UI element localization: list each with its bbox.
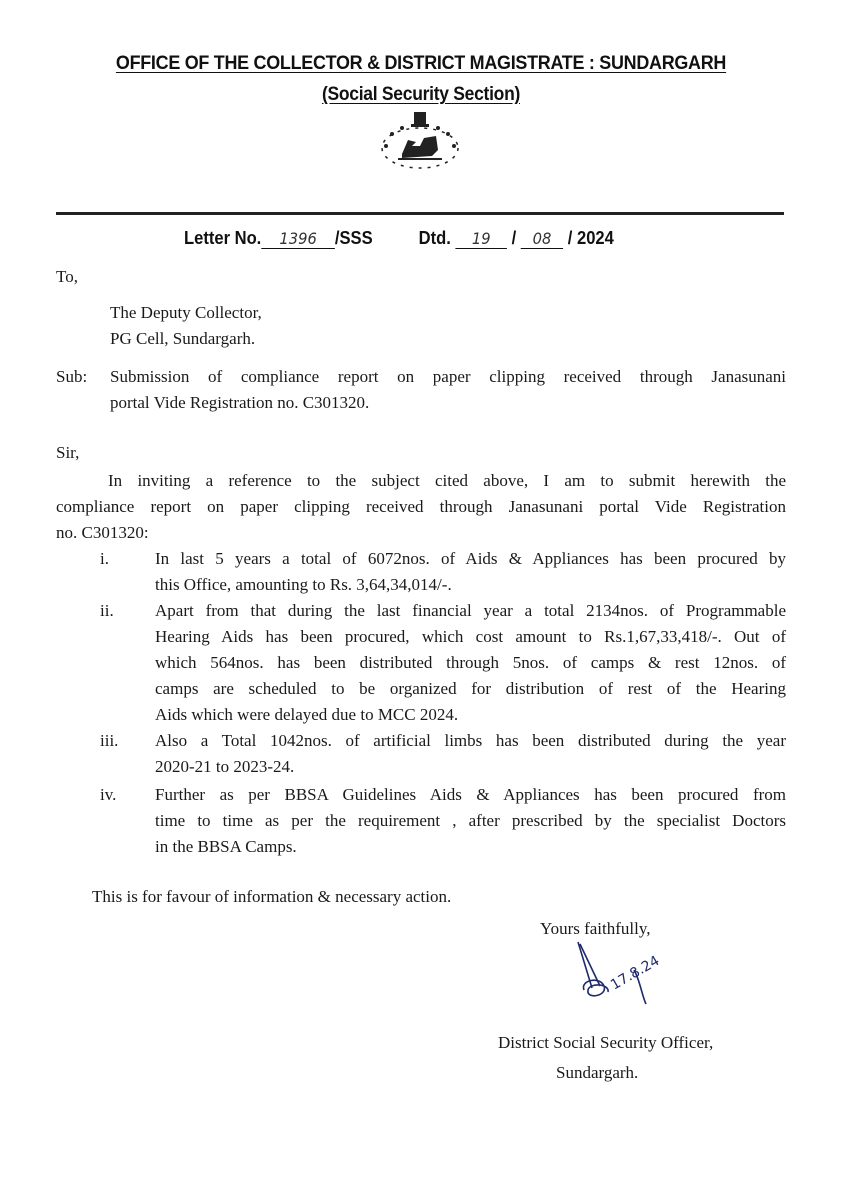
subject-label: Sub: [56,367,88,386]
intro-line-3: no. C301320: [56,523,149,542]
office-title: OFFICE OF THE COLLECTOR & DISTRICT MAGISTRATE : SUNDARGARH [115,52,727,74]
letter-reference [184,228,614,249]
point-line: this Office, amounting to Rs. 3,64,34,014/-. [155,575,452,594]
signature-icon [570,940,690,1040]
letter-no-label: Letter No. [184,228,262,248]
point-number: i. [100,549,109,568]
point-number: iii. [100,731,119,750]
designation: District Social Security Officer, [498,1033,714,1052]
date-year: / 2024 [567,228,614,248]
yours-faithfully: Yours faithfully, [540,919,651,938]
letter-no-value: 1396 [261,229,335,249]
point-number: iv. [100,785,117,804]
point-line: time to time as per the requirement , after prescribed by the specialist Doctors [155,811,786,830]
point-line: Aids which were delayed due to MCC 2024. [155,705,459,724]
to-label: To, [56,267,78,286]
intro-line-1: In inviting a reference to the subject cited above, I am to submit herewith the [108,471,786,490]
point-line: Also a Total 1042nos. of artificial limbs has been distributed during the year [155,731,786,750]
subject-line-2: portal Vide Registration no. C301320. [110,393,370,412]
emblem-icon [372,110,468,172]
point-line: Further as per BBSA Guidelines Aids & Appliances has been procured from [155,785,786,804]
letter-no-suffix: /SSS [334,228,373,248]
subject-text [110,364,786,416]
intro-line-2: compliance report on paper clipping received through Janasunani portal Vide Registration [56,497,786,516]
point-line: which 564nos. has been distributed through 5nos. of camps & rest 12nos. of [155,653,786,672]
date-day: 19 [455,229,507,249]
point-line: Apart from that during the last financial year a total 2134nos. of Programmable [155,601,786,620]
addressee-line-1: The Deputy Collector, [110,303,262,322]
section-title: (Social Security Section) [321,84,521,105]
point-line: 2020-21 to 2023-24. [155,757,295,776]
point-line: In last 5 years a total of 6072nos. of Aids & Appliances has been procured by [155,549,786,568]
point-number: ii. [100,601,114,620]
dated-label: Dtd. [418,228,451,248]
header-divider [56,212,784,215]
point-line: camps are scheduled to be organized for distribution of rest of the Hearing [155,679,786,698]
salutation: Sir, [56,443,80,462]
date-month: 08 [521,229,563,249]
signature-date: 17.8.24 [608,952,663,994]
intro-paragraph [56,468,786,546]
designation-place: Sundargarh. [556,1063,639,1082]
point-line: Hearing Aids has been procured, which cost amount to Rs.1,67,33,418/-. Out of [155,627,786,646]
subject-line-1: Submission of compliance report on paper clipping received through Janasunani [110,367,786,386]
date-separator: / [511,228,517,248]
closing-line: This is for favour of information & necessary action. [92,887,452,906]
point-line: in the BBSA Camps. [155,837,297,856]
addressee-line-2: PG Cell, Sundargarh. [110,329,256,348]
